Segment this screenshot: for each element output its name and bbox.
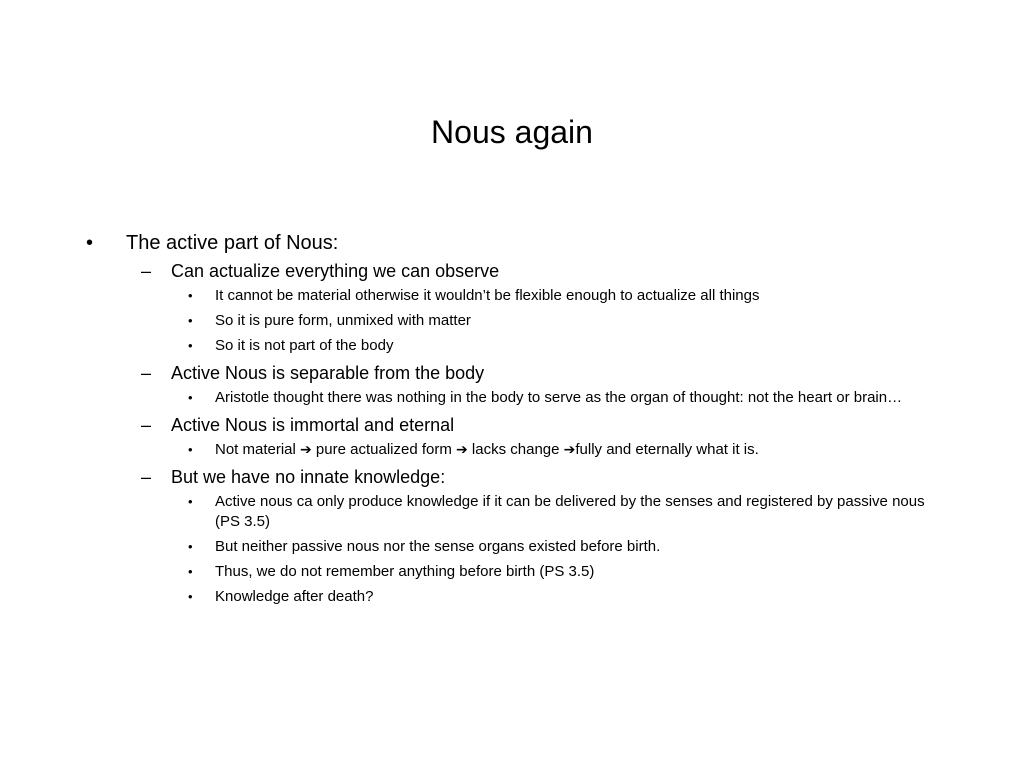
bullet-marker: • xyxy=(188,589,193,604)
arrow-right-icon: ➔ xyxy=(456,442,468,458)
chain-part-2: pure actualized form xyxy=(311,441,457,458)
list-item-text: So it is not part of the body xyxy=(215,337,394,354)
sub-bullet-immortal xyxy=(0,413,1024,437)
bullet-active-part xyxy=(0,229,1024,257)
bullet-marker: • xyxy=(86,232,94,254)
bullet-text: The active part of Nous: xyxy=(126,232,339,254)
list-item-text: Active nous ca only produce knowledge if it can be delivered by the senses and registered by passive nous (PS 3.5) xyxy=(215,493,925,530)
list-item-text: But neither passive nous nor the sense organs existed before birth. xyxy=(215,538,661,555)
sub-bullet-no-innate-knowledge xyxy=(0,465,1024,489)
list-item xyxy=(0,562,1024,582)
list-item xyxy=(0,587,1024,607)
bullet-marker: • xyxy=(188,338,193,353)
dash-marker: – xyxy=(141,415,152,435)
chain-part-1: Not material xyxy=(215,441,301,458)
sub-bullet-separable xyxy=(0,361,1024,385)
bullet-marker: • xyxy=(188,494,193,509)
chain-part-4: fully and eternally what it is. xyxy=(575,441,759,458)
bullet-marker: • xyxy=(188,390,193,405)
chain-part-3: lacks change xyxy=(467,441,564,458)
list-item-text: So it is pure form, unmixed with matter xyxy=(215,312,471,329)
list-item xyxy=(0,492,1024,532)
sub-bullet-text: Can actualize everything we can observe xyxy=(171,261,500,281)
bullet-marker: • xyxy=(188,313,193,328)
arrow-right-icon: ➔ xyxy=(300,442,312,458)
sub-bullet-text: But we have no innate knowledge: xyxy=(171,467,446,487)
list-item-text: Thus, we do not remember anything before birth (PS 3.5) xyxy=(215,563,595,580)
arrow-right-icon: ➔ xyxy=(563,442,576,458)
sub-bullet-actualize xyxy=(0,259,1024,283)
dash-marker: – xyxy=(141,363,152,383)
list-item-arrow-chain xyxy=(0,440,1024,460)
sub-bullet-text: Active Nous is separable from the body xyxy=(171,363,485,383)
list-item-text: Knowledge after death? xyxy=(215,588,374,605)
slide-title: Nous again xyxy=(431,114,593,150)
dash-marker: – xyxy=(141,261,152,281)
list-item xyxy=(0,311,1024,331)
bullet-marker: • xyxy=(188,288,193,303)
list-item xyxy=(0,537,1024,557)
slide-content xyxy=(0,229,1024,612)
list-item xyxy=(0,388,1024,408)
list-item-text: It cannot be material otherwise it wouldn’t be flexible enough to actualize all things xyxy=(215,287,760,304)
list-item xyxy=(0,336,1024,356)
bullet-marker: • xyxy=(188,564,193,579)
bullet-marker: • xyxy=(188,442,193,457)
bullet-marker: • xyxy=(188,539,193,554)
sub-bullet-text: Active Nous is immortal and eternal xyxy=(171,415,455,435)
list-item xyxy=(0,286,1024,306)
list-item-text: Aristotle thought there was nothing in the body to serve as the organ of thought: not the heart or brain… xyxy=(215,389,903,406)
dash-marker: – xyxy=(141,467,152,487)
